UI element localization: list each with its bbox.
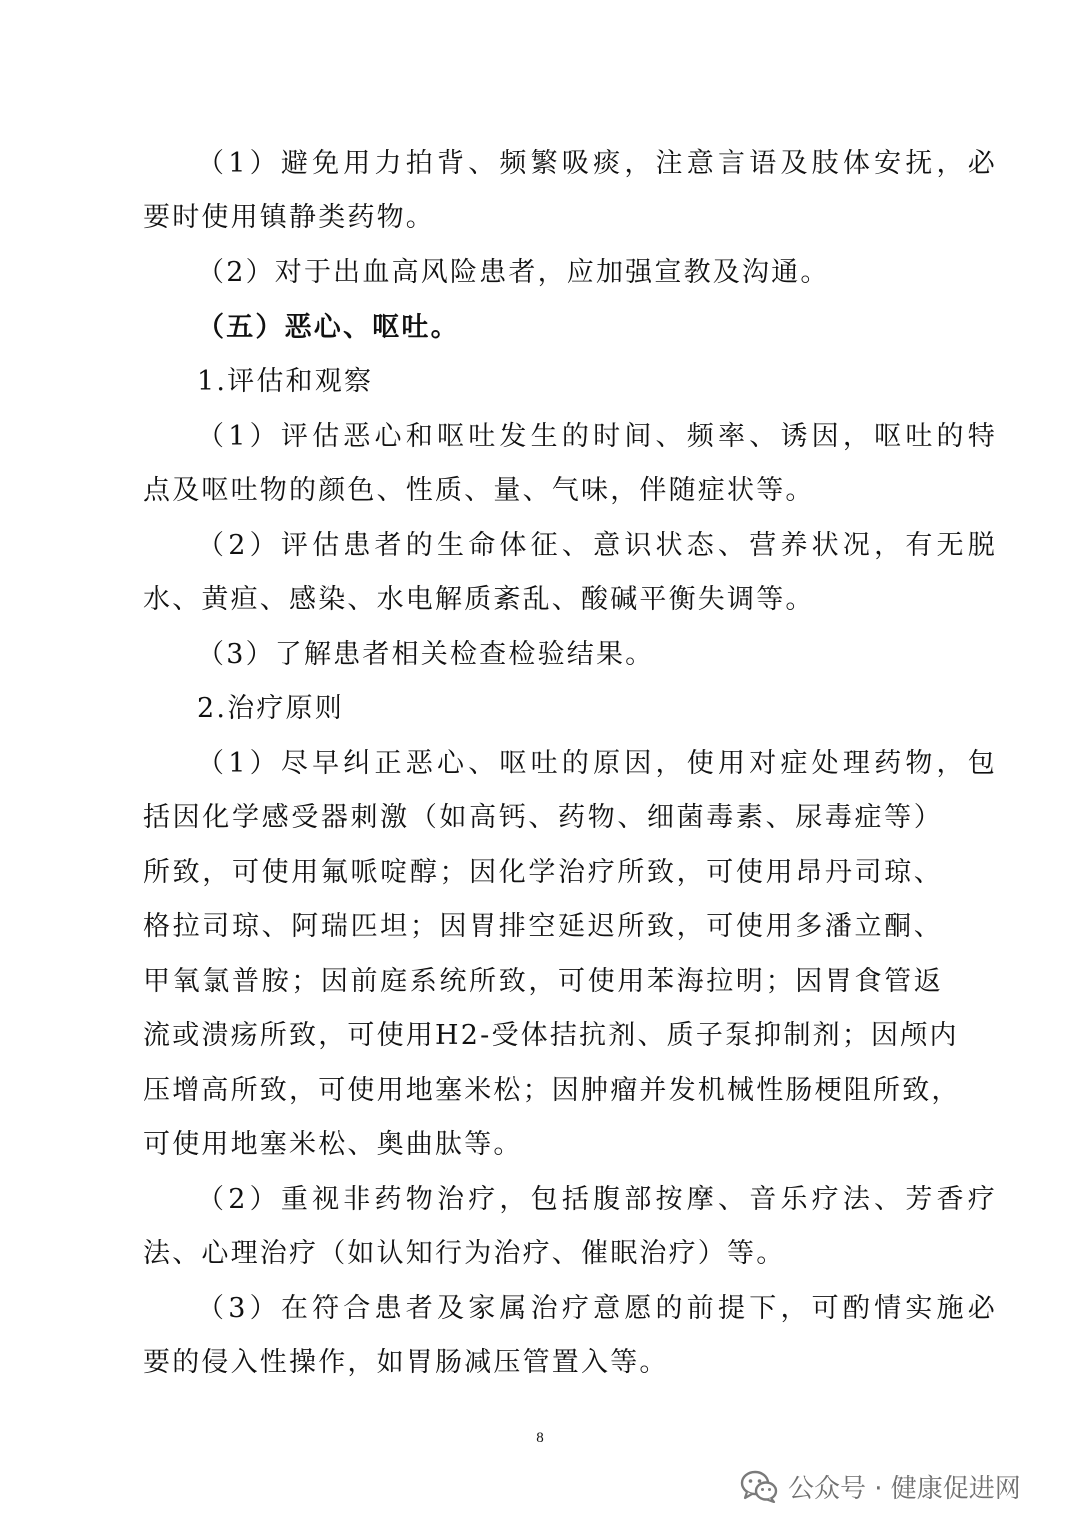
paragraph-line: 法、心理治疗（如认知行为治疗、催眠治疗）等。 xyxy=(143,1238,786,1269)
paragraph-line: 可使用地塞米松、奥曲肽等。 xyxy=(143,1129,523,1160)
paragraph-line: （2）评估患者的生命体征、意识状态、营养状况，有无脱 xyxy=(197,530,997,561)
paragraph-line: （1）避免用力拍背、频繁吸痰，注意言语及肢体安抚，必 xyxy=(197,148,997,179)
watermark xyxy=(740,1466,1021,1506)
paragraph-line: （2）对于出血高风险患者，应加强宣教及沟通。 xyxy=(197,257,830,288)
paragraph-line: 水、黄疸、感染、水电解质紊乱、酸碱平衡失调等。 xyxy=(143,584,815,615)
paragraph-line: （2）重视非药物治疗，包括腹部按摩、音乐疗法、芳香疗 xyxy=(197,1184,997,1215)
paragraph-line: （3）了解患者相关检查检验结果。 xyxy=(197,639,655,670)
watermark-text: 公众号 · 健康促进网 xyxy=(788,1473,1021,1504)
paragraph-line: 括因化学感受器刺激（如高钙、药物、细菌毒素、尿毒症等） xyxy=(143,802,943,833)
paragraph-line: （1）评估恶心和呕吐发生的时间、频率、诱因，呕吐的特 xyxy=(197,421,997,452)
subsection-heading: 1.评估和观察 xyxy=(197,366,374,397)
paragraph-line: 格拉司琼、阿瑞匹坦；因胃排空延迟所致，可使用多潘立酮、 xyxy=(143,911,943,942)
paragraph-line: 所致，可使用氟哌啶醇；因化学治疗所致，可使用昂丹司琼、 xyxy=(143,857,943,888)
page-number: 8 xyxy=(536,1430,544,1446)
paragraph-line: 流或溃疡所致，可使用H2-受体拮抗剂、质子泵抑制剂；因颅内 xyxy=(143,1020,959,1051)
paragraph-line: （3）在符合患者及家属治疗意愿的前提下，可酌情实施必 xyxy=(197,1293,997,1324)
paragraph-line: 甲氧氯普胺；因前庭系统所致，可使用苯海拉明；因胃食管返 xyxy=(143,966,943,997)
subsection-heading: 2.治疗原则 xyxy=(197,693,344,724)
section-heading: （五）恶心、呕吐。 xyxy=(197,312,460,343)
wechat-icon xyxy=(740,1469,778,1503)
paragraph-line: 要时使用镇静类药物。 xyxy=(143,202,435,233)
paragraph-line: 压增高所致，可使用地塞米松；因肿瘤并发机械性肠梗阻所致， xyxy=(143,1075,961,1106)
paragraph-line: （1）尽早纠正恶心、呕吐的原因，使用对症处理药物，包 xyxy=(197,748,997,779)
paragraph-line: 要的侵入性操作，如胃肠减压管置入等。 xyxy=(143,1347,669,1378)
paragraph-line: 点及呕吐物的颜色、性质、量、气味，伴随症状等。 xyxy=(143,475,815,506)
